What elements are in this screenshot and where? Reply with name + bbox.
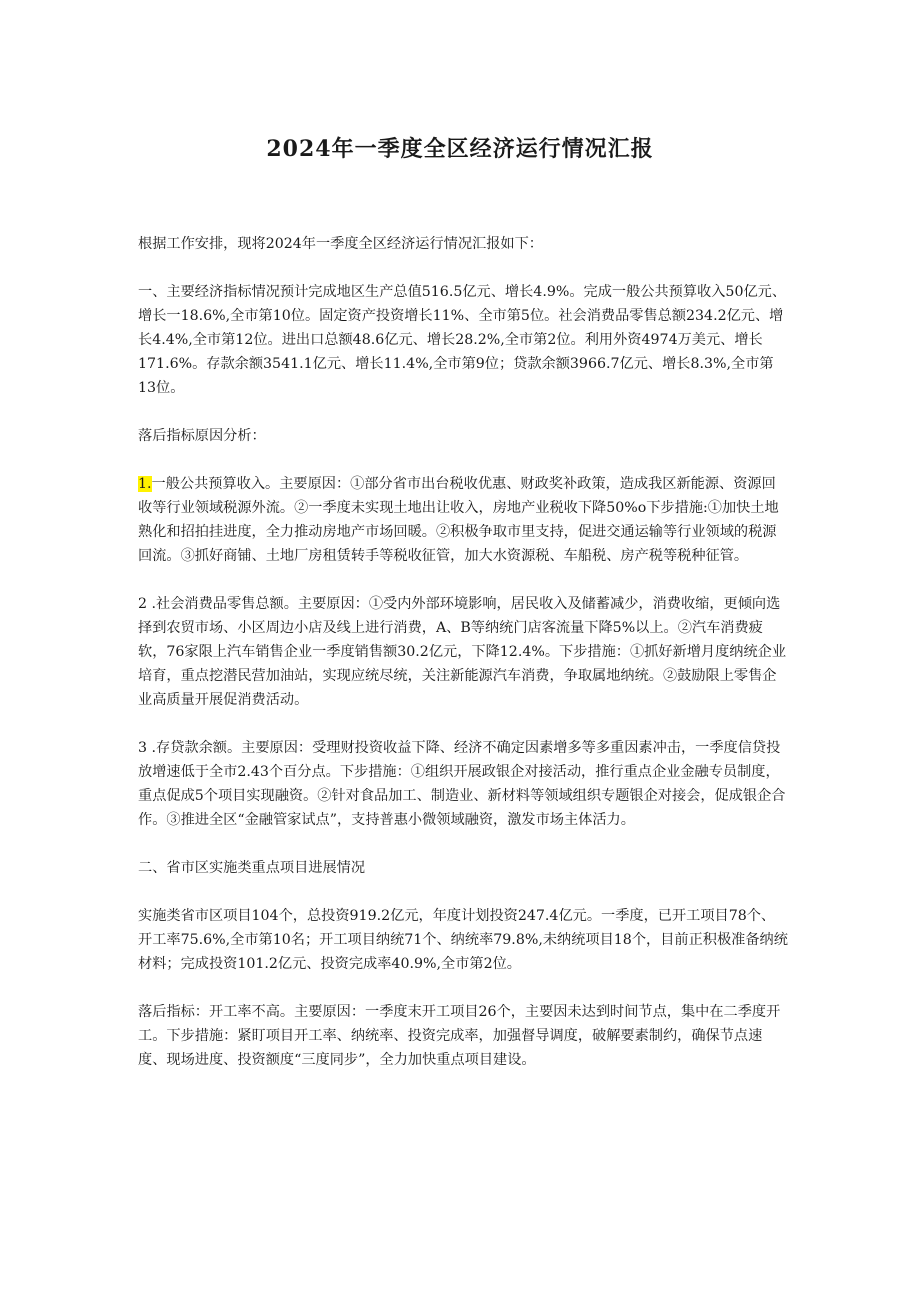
section-2-paragraph: 实施类省市区项目104个，总投资919.2亿元，年度计划投资247.4亿元。一季度，已开工项目78个、开工率75.6%,全市第10名；开工项目纳统71个、纳统率79.8%,未纳统项目18个，目前正积极准备纳统材料；完成投资101.2亿元、投资完成率40.9%,全市第2位。 — [138, 908, 788, 972]
document-body — [138, 232, 788, 1096]
item-2-paragraph: 2 .社会消费品零售总额。主要原因：①受内外部环境影响，居民收入及储蓄减少，消费收缩，更倾向选择到农贸市场、小区周边小店及线上进行消费，A、B等纳统门店客流量下降5%以上。②汽车消费疲软，76家限上汽车销售企业一季度销售额30.2亿元，下降12.4%。下步措施：①抓好新增月度纳统企业培育，重点挖潜民营加油站，实现应统尽统，关注新能源汽车消费，争取属地纳统。②鼓励限上零售企业高质量开展促消费活动。 — [138, 596, 787, 708]
intro-paragraph: 根据工作安排，现将2024年一季度全区经济运行情况汇报如下： — [138, 236, 543, 252]
section-2-lagging-paragraph: 落后指标：开工率不高。主要原因：一季度末开工项目26个，主要因未达到时间节点，集中在二季度开工。下步措施：紧盯项目开工率、纳统率、投资完成率，加强督导调度，破解要素制约，确保节点速度、现场进度、投资额度“三度同步”，全力加快重点项目建设。 — [138, 1004, 781, 1068]
document-title: 2024年一季度全区经济运行情况汇报 — [266, 136, 654, 162]
item-1-text: 一般公共预算收入。主要原因：①部分省市出台税收优惠、财政奖补政策，造成我区新能源、资源回收等行业领域税源外流。②一季度未实现土地出让收入，房地产业税收下降50%o下步措施:①加快土地熟化和招拍挂进度，全力推动房地产市场回暖。②积极争取市里支持，促进交通运输等行业领域的税源回流。③抓好商铺、土地厂房租赁转手等税收征管，加大水资源税、车船税、房产税等税种征管。 — [138, 476, 779, 564]
item-1-number-highlight: 1. — [138, 476, 152, 492]
section-2-heading: 二、省市区实施类重点项目进展情况 — [138, 860, 366, 876]
item-1-paragraph — [138, 472, 788, 568]
lagging-heading: 落后指标原因分析： — [138, 428, 266, 444]
item-3-paragraph: 3 .存贷款余额。主要原因：受理财投资收益下降、经济不确定因素增多等多重因素冲击，一季度信贷投放增速低于全市2.43个百分点。下步措施：①组织开展政银企对接活动，推行重点企业金融专员制度，重点促成5个项目实现融资。②针对食品加工、制造业、新材料等领域组织专题银企对接会，促成银企合作。③推进全区“金融管家试点”，支持普惠小微领域融资，激发市场主体活力。 — [138, 740, 786, 828]
section-1-paragraph: 一、主要经济指标情况预计完成地区生产总值516.5亿元、增长4.9%。完成一般公共预算收入50亿元、增长一18.6%,全市第10位。固定资产投资增长11%、全市第5位。社会消费品零售总额234.2亿元、增长4.4%,全市第12位。进出口总额48.6亿元、增长28.2%,全市第2位。利用外资4974万美元、增长171.6%。存款余额3541.1亿元、增长11.4%,全市第9位；贷款余额3966.7亿元、增长8.3%,全市第13位。 — [138, 284, 787, 396]
